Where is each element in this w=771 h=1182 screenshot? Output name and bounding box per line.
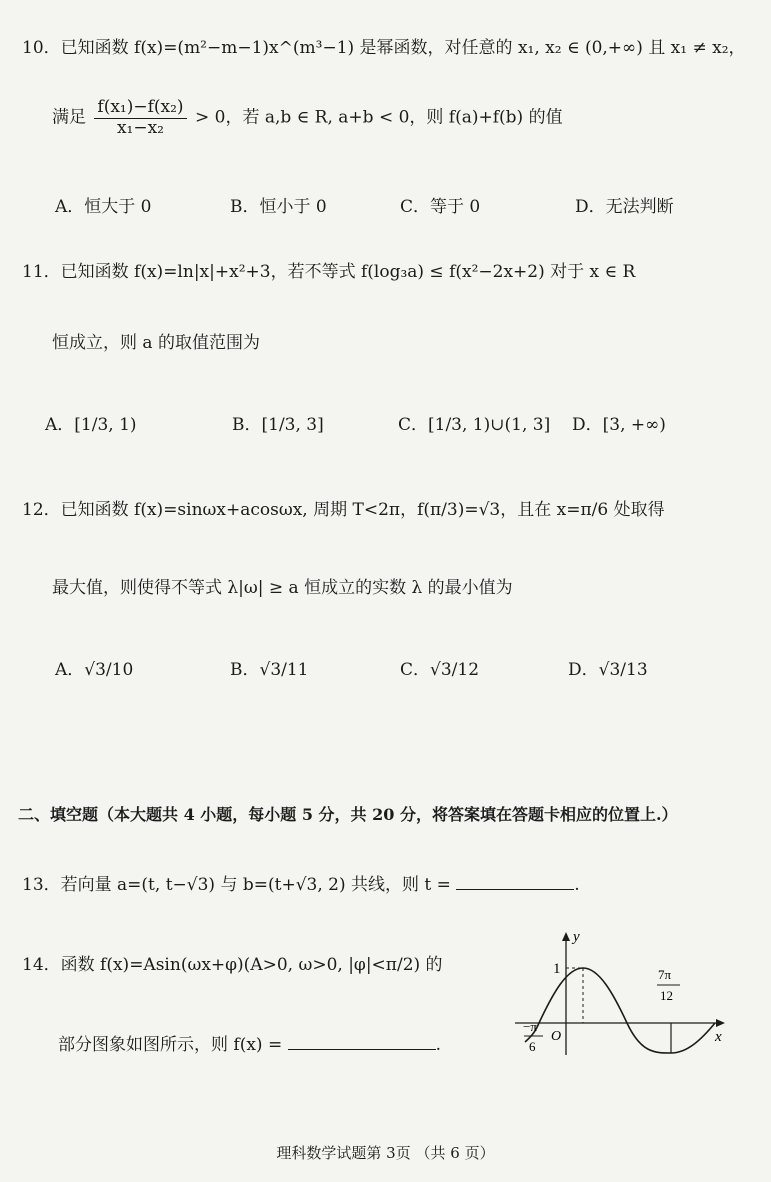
origin-label: O <box>551 1029 562 1044</box>
q14-text-line2: 部分图象如图所示，则 f(x) = <box>58 1035 283 1055</box>
page-footer: 理科数学试题第 3页 （共 6 页） <box>276 1144 495 1162</box>
section-heading-fill-in: 二、填空题（本大题共 4 小题，每小题 5 分，共 20 分，将答案填在答题卡相应的位置上.） <box>18 805 678 824</box>
q11-option-a: A．[1/3, 1) <box>45 415 137 435</box>
q12-option-a: A．√3/10 <box>55 660 134 680</box>
left-root-numerator: −π <box>523 1019 537 1034</box>
q11-option-d: D．[3, +∞) <box>572 415 666 435</box>
q12-line1 <box>22 500 665 520</box>
q10-option-b: B．恒小于 0 <box>230 197 327 217</box>
q10-line1 <box>22 38 746 58</box>
sine-graph <box>515 925 735 1060</box>
q12-text-line1: 已知函数 f(x)=sinωx+acosωx, 周期 T<2π，f(π/3)=√3，且在 x=π/6 处取得 <box>60 500 665 520</box>
q12-option-d: D．√3/13 <box>568 660 648 680</box>
q14-line2 <box>58 1033 441 1055</box>
q11-option-c: C．[1/3, 1)∪(1, 3] <box>398 415 551 435</box>
q10-option-c: C．等于 0 <box>400 197 481 217</box>
peak-value-label: 1 <box>553 961 561 977</box>
q10-line2-post: > 0，若 a,b ∈ R, a+b < 0，则 f(a)+f(b) 的值 <box>194 107 563 128</box>
q10-line2-pre: 满足 <box>52 107 86 128</box>
q11-text-line1: 已知函数 f(x)=ln|x|+x²+3，若不等式 f(log₃a) ≤ f(x²−2x+2) 对于 x ∈ R <box>60 262 636 282</box>
q13-text: 若向量 a=(t, t−√3) 与 b=(t+√3, 2) 共线，则 t = <box>60 875 451 895</box>
q10-fraction <box>94 98 186 138</box>
q12-option-c: C．√3/12 <box>400 660 480 680</box>
q12-line2: 最大值，则使得不等式 λ|ω| ≥ a 恒成立的实数 λ 的最小值为 <box>52 578 513 598</box>
q11-line1 <box>22 262 635 282</box>
q14-answer-blank[interactable] <box>288 1033 436 1050</box>
y-axis-arrow-icon <box>562 932 570 941</box>
q13-number: 13． <box>22 875 61 895</box>
q10-frac-top: f(x₁)−f(x₂) <box>94 98 186 119</box>
q14-number: 14． <box>22 955 61 975</box>
q10-line2 <box>52 98 563 138</box>
right-point-denominator: 12 <box>660 988 673 1003</box>
q13-line <box>22 873 580 895</box>
q10-frac-bottom: x₁−x₂ <box>116 117 165 138</box>
x-axis-label: x <box>715 1029 722 1045</box>
q11-line2: 恒成立，则 a 的取值范围为 <box>52 333 260 353</box>
q11-option-b: B．[1/3, 3] <box>232 415 324 435</box>
x-axis-arrow-icon <box>716 1019 725 1027</box>
left-root-denominator: 6 <box>529 1039 536 1054</box>
q12-number: 12． <box>22 500 61 520</box>
q12-option-b: B．√3/11 <box>230 660 309 680</box>
q11-number: 11． <box>22 262 61 282</box>
q10-option-d: D．无法判断 <box>575 197 674 217</box>
q10-number: 10． <box>22 38 61 58</box>
right-point-numerator: 7π <box>658 967 672 982</box>
q10-text-line1: 已知函数 f(x)=(m²−m−1)x^(m³−1) 是幂函数，对任意的 x₁, x₂ ∈ (0,+∞) 且 x₁ ≠ x₂， <box>60 38 746 58</box>
q14-line1 <box>22 955 443 975</box>
y-axis-label: y <box>573 929 580 945</box>
q14-text-line1: 函数 f(x)=Asin(ωx+φ)(A>0, ω>0, |φ|<π/2) 的 <box>60 955 443 975</box>
q10-option-a: A．恒大于 0 <box>55 197 152 217</box>
q14-period: . <box>435 1035 442 1055</box>
q13-period: . <box>574 875 580 895</box>
q13-answer-blank[interactable] <box>456 873 574 890</box>
